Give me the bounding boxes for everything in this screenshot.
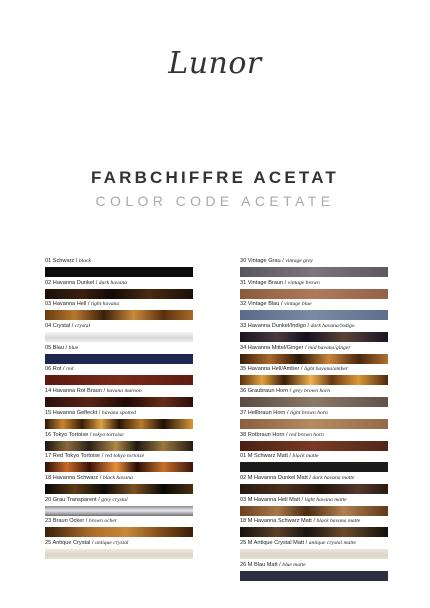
color-name-en: vintage grey [285,258,313,264]
color-name-de: 02 M Havanna Dunkel Matt / [240,474,313,481]
color-item [240,540,388,562]
color-swatch [240,310,388,320]
color-label [240,345,388,353]
color-label [45,540,193,548]
color-item [240,432,388,454]
color-name-de: 01 Schwarz / [45,258,79,264]
color-item [240,280,388,302]
color-name-en: brown ocher [88,518,118,525]
color-item [240,497,388,519]
color-swatch [240,527,388,537]
color-name-en: blue matte [282,561,306,568]
color-name-en: black havana [102,474,133,481]
color-name-de: 35 Havanna Hell/Amber / [240,366,305,373]
color-name-de: 37 Hellbraun Horn / [240,409,291,416]
color-name-de: 03 Havanna Hell / [45,301,92,308]
color-item [45,323,193,345]
color-name-en: antique crystal [95,539,129,546]
color-item [45,280,193,302]
color-swatch [240,549,388,559]
color-item [240,518,388,540]
color-name-de: 15 Havanna Gefleckt / [45,409,102,416]
color-name-de: 05 Blau / [45,344,69,351]
color-item [45,345,193,367]
color-name-de: 14 Havanna Rot Braun / [45,388,107,395]
color-name-de: 18 Havanna Schwarz / [45,474,103,481]
color-swatch [240,506,388,516]
color-list-left [45,258,193,562]
color-name-en: light brown horn [290,409,328,416]
color-item [45,453,193,475]
color-name-de: 06 Rot / [45,366,67,373]
color-swatch [45,332,193,342]
color-name-de: 38 Rotbraun Horn / [240,431,290,438]
color-swatch [240,441,388,451]
color-name-en: blue [68,344,79,351]
color-name-en: vintage brown [287,279,320,286]
color-item [45,497,193,519]
color-name-en: black [78,258,92,264]
color-label [240,475,388,483]
color-name-en: dark havana/indigo [310,323,355,330]
color-item [45,366,193,388]
color-label [45,258,193,266]
page-title: FARBCHIFFRE ACETAT [90,168,340,187]
color-name-de: 33 Havanna Dunkel/Indigo / [240,323,311,330]
color-name-en: havana maroon [106,388,142,395]
color-swatch [240,375,388,385]
color-name-en: antique crystal matte [308,539,356,546]
color-label [240,323,388,331]
color-swatch [45,375,193,385]
color-name-de: 36 Graubraun Horn / [240,388,293,395]
color-label [240,410,388,418]
color-item [240,345,388,367]
color-name-de: 17 Red Tokyo Tortoise / [45,453,105,460]
color-swatch [240,289,388,299]
color-name-de: 26 M Blau Matt / [240,561,283,568]
color-item [45,518,193,540]
color-label [45,410,193,418]
color-label [45,280,193,288]
color-swatch [45,441,193,451]
color-name-en: light havana matte [304,496,347,503]
color-name-en: havana spotted [101,409,136,416]
color-name-en: grey brown horn [292,388,331,395]
color-name-en: dark havana matte [312,474,355,481]
color-name-en: red brown horn [289,431,324,438]
color-label [240,258,388,266]
color-swatch [45,549,193,559]
color-name-de: 25 M Antique Crystal Matt / [240,539,309,546]
color-name-en: mid havana/ginger [308,344,351,351]
color-name-en: grey crystal [101,496,128,503]
color-name-de: 32 Vintage Blau / [240,301,285,308]
color-label [45,388,193,396]
color-item [45,410,193,432]
color-label [240,280,388,288]
color-swatch [45,484,193,494]
color-swatch [45,267,193,277]
color-label [45,497,193,505]
color-swatch [45,354,193,364]
color-name-en: black havana matte [316,518,361,525]
color-name-de: 03 M Havanna Hell Matt / [240,496,305,503]
color-name-de: 31 Vintage Braun / [240,279,288,286]
color-swatch [45,397,193,407]
color-label [45,432,193,440]
color-label [45,345,193,353]
color-swatch [240,267,388,277]
color-item [45,475,193,497]
color-swatch [45,462,193,472]
color-item [240,366,388,388]
color-label [240,301,388,309]
color-item [45,432,193,454]
color-item [45,388,193,410]
color-name-en: red tokyo tortoise [104,453,145,460]
color-swatch [240,462,388,472]
color-label [45,301,193,309]
color-item [240,301,388,323]
color-swatch [240,571,388,581]
color-label [45,453,193,461]
color-swatch [240,332,388,342]
color-item [45,258,193,280]
color-item [240,323,388,345]
color-label [240,540,388,548]
color-item [240,562,388,584]
color-swatch [240,484,388,494]
color-name-en: vintage blue [284,301,312,308]
color-swatch [240,419,388,429]
color-name-de: 25 Antique Crystal / [45,539,96,546]
color-label [240,366,388,374]
color-swatch [45,506,193,516]
color-name-en: dark havana [98,279,127,286]
color-item [240,410,388,432]
color-name-en: light havana/amber [304,366,349,373]
color-name-de: 18 M Havanna Schwarz Matt / [240,518,317,525]
color-name-en: light havana [91,301,120,308]
color-name-en: red [66,366,74,373]
color-name-en: crystal [74,323,91,330]
brand-logo: Lunor [168,46,262,81]
page-subtitle: COLOR CODE ACETATE [95,193,335,209]
color-name-de: 30 Vintage Grau / [240,258,286,264]
color-name-de: 20 Grau Transparent / [45,496,102,503]
color-name-de: 01 M Schwarz Matt / [240,453,293,460]
color-swatch [240,397,388,407]
color-name-de: 16 Tokyo Tortoise / [45,431,93,438]
color-name-de: 23 Braun Ocker / [45,518,89,525]
color-item [240,475,388,497]
color-list-right [240,258,388,583]
color-swatch [240,354,388,364]
color-name-de: 04 Crystal / [45,323,75,330]
color-swatch [45,289,193,299]
color-label [240,453,388,461]
color-item [45,540,193,562]
color-swatch [45,419,193,429]
color-label [45,475,193,483]
color-name-de: 02 Havanna Dunkel / [45,279,99,286]
color-item [240,453,388,475]
color-label [45,366,193,374]
color-label [240,562,388,570]
color-swatch [45,527,193,537]
color-label [240,518,388,526]
color-item [45,301,193,323]
color-label [45,323,193,331]
color-item [240,258,388,280]
color-label [45,518,193,526]
color-name-en: black matte [292,453,319,460]
color-name-de: 34 Havanna Mittel/Ginger / [240,344,309,351]
color-name-en: tokyo tortoise [93,431,124,438]
color-item [240,388,388,410]
color-label [240,388,388,396]
color-label [240,497,388,505]
color-label [240,432,388,440]
color-swatch [45,310,193,320]
